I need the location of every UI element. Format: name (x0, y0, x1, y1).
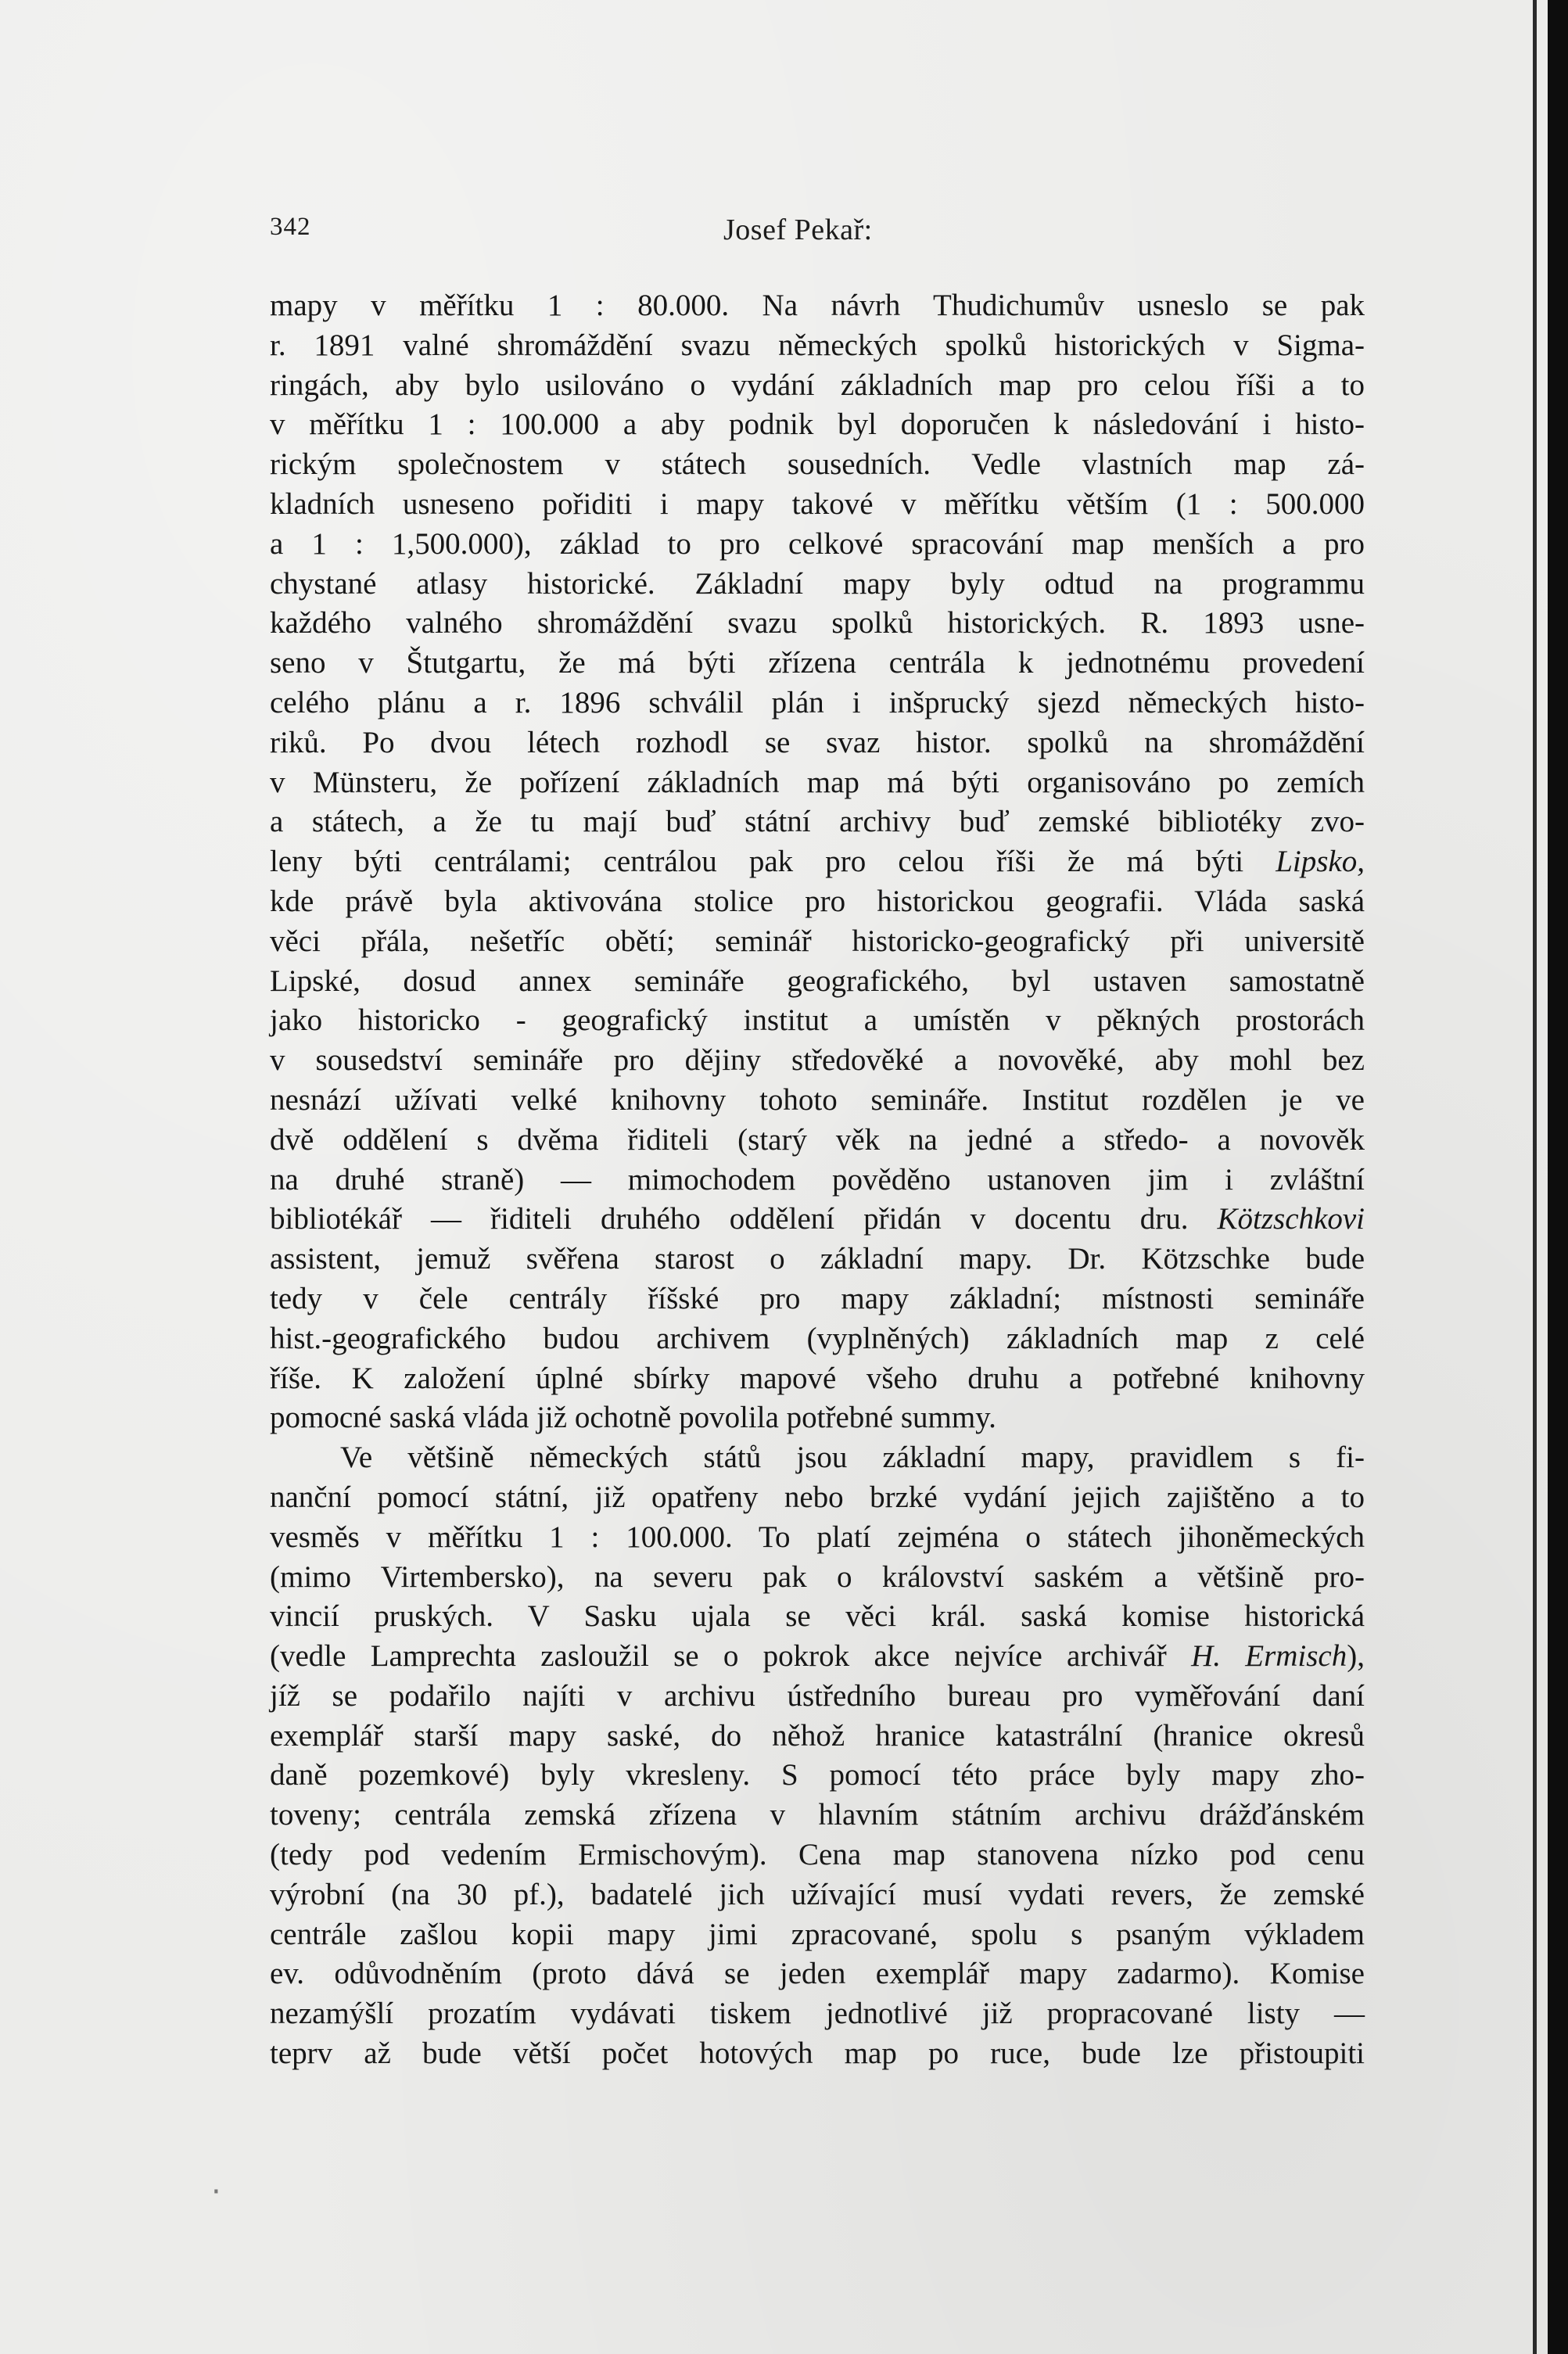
text-line: v sousedství semináře pro dějiny středověké a novověké, aby mohl bez (270, 1043, 1365, 1078)
text-line: (mimo Virtembersko), na severu pak o království saském a většině pro- (270, 1559, 1365, 1594)
text-line: jíž se podařilo najíti v archivu ústředního bureau pro vyměřování daní (270, 1678, 1365, 1713)
text-line (270, 842, 1365, 882)
text-line: ev. odůvodněním (proto dává se jeden exemplář mapy zadarmo). Komise (270, 1957, 1365, 1991)
text-line: nanční pomocí státní, již opatřeny nebo brzké vydání jejich zajištěno a to (270, 1480, 1365, 1514)
scan-specks: · (211, 2174, 221, 2210)
text-line: teprv až bude větší počet hotových map po ruce, bude lze přistoupiti (270, 2036, 1365, 2071)
text-line: chystané atlasy historické. Základní mapy byly odtud na programmu (270, 566, 1365, 601)
text-line: ringách, aby bylo usilováno o vydání základních map pro celou říši a to (270, 368, 1365, 402)
text-run: bibliotékář — řiditeli druhého oddělení přidán v docentu dru. (270, 1202, 1218, 1236)
italic-person-name: H. Ermisch (1191, 1639, 1347, 1674)
text-line: riků. Po dvou létech rozhodl se svaz histor. spolků na shromáždění (270, 725, 1365, 759)
page-number: 342 (270, 213, 311, 241)
text-line: věci přála, nešetříc obětí; seminář historicko-geografický při universitě (270, 924, 1365, 958)
text-line: r. 1891 valné shromáždění svazu německých spolků historických v Sigma- (270, 328, 1365, 362)
text-line: centrále zašlou kopii mapy jimi zpracované, spolu s psaným výkladem (270, 1917, 1365, 1951)
text-line: nezamýšlí prozatím vydávati tiskem jednotlivé již propracované listy — (270, 1997, 1365, 2031)
text-line: toveny; centrála zemská zřízena v hlavním státním archivu drážďánském (270, 1798, 1365, 1832)
italic-person-name: Kötzschkovi (1217, 1202, 1365, 1236)
text-line: celého plánu a r. 1896 schválil plán i inšprucký sjezd německých histo- (270, 685, 1365, 719)
text-line: říše. K založení úplné sbírky mapové všeho druhu a potřebné knihovny (270, 1361, 1365, 1395)
text-run: ), (1347, 1639, 1365, 1674)
text-line: nesnází užívati velké knihovny tohoto semináře. Institut rozdělen je ve (270, 1082, 1365, 1117)
text-line: kde právě byla aktivována stolice pro historickou geografii. Vláda saská (270, 884, 1365, 918)
text-line: Lipské, dosud annex semináře geografického, byl ustaven samostatně (270, 963, 1365, 998)
text-line: vincií pruských. V Sasku ujala se věci král. saská komise historická (270, 1599, 1365, 1634)
page-header (270, 213, 1365, 260)
text-line: mapy v měřítku 1 : 80.000. Na návrh Thudichumův usneslo se pak (270, 289, 1365, 322)
text-line: pomocné saská vláda již ochotně povolila potřebné summy. (270, 1401, 996, 1435)
text-line: vesměs v měřítku 1 : 100.000. To platí zejména o státech jihoněmeckých (270, 1520, 1365, 1554)
text-line: seno v Štutgartu, že má býti zřízena centrála k jednotnému provedení (270, 646, 1365, 680)
text-line: rickým společnostem v státech sousedních. Vedle vlastních map zá- (270, 447, 1365, 482)
text-line: výrobní (na 30 pf.), badatelé jich užívající musí vydati revers, že zemské (270, 1877, 1365, 1911)
scan-edge-line (1533, 0, 1537, 2354)
text-line: kladních usneseno pořiditi i mapy takové v měřítku větším (1 : 500.000 (270, 486, 1365, 521)
text-line: a státech, a že tu mají buď státní archivy buď zemské bibliotéky zvo- (270, 805, 1365, 839)
text-run: (vedle Lamprechta zasloužil se o pokrok akce nejvíce archivář (270, 1639, 1192, 1674)
text-line (270, 1637, 1365, 1677)
scan-edge-shadow (1548, 0, 1568, 2354)
text-line (270, 1200, 1365, 1240)
text-line: exemplář starší mapy saské, do něhož hranice katastrální (hranice okresů (270, 1718, 1365, 1753)
text-line: (tedy pod vedením Ermischovým). Cena map stanovena nízko pod cenu (270, 1838, 1365, 1872)
running-head: Josef Pekař: (723, 214, 873, 246)
text-line: v měřítku 1 : 100.000 a aby podnik byl doporučen k následování i histo- (270, 407, 1365, 442)
text-line: na druhé straně) — mimochodem pověděno ustanoven jim i zvláštní (270, 1162, 1365, 1197)
text-line: daně pozemkové) byly vkresleny. S pomocí této práce byly mapy zho- (270, 1758, 1365, 1792)
text-line: assistent, jemuž svěřena starost o základní mapy. Dr. Kötzschke bude (270, 1242, 1365, 1276)
text-line: dvě oddělení s dvěma řiditeli (starý věk na jedné a středo- a novověk (270, 1122, 1365, 1157)
text-line: a 1 : 1,500.000), základ to pro celkové spracování map menších a pro (270, 526, 1365, 561)
text-run: leny býti centrálami; centrálou pak pro celou říši že má býti (270, 845, 1276, 879)
italic-place-name: Lipsko, (1276, 845, 1365, 879)
body-text (270, 286, 1365, 2074)
text-line: každého valného shromáždění svazu spolků historických. R. 1893 usne- (270, 606, 1365, 641)
text-line: Ve většině německých států jsou základní mapy, pravidlem s fi- (340, 1441, 1365, 1475)
text-line: tedy v čele centrály říšské pro mapy základní; místnosti semináře (270, 1281, 1365, 1315)
text-line: v Münsteru, že pořízení základních map má býti organisováno po zemích (270, 765, 1365, 799)
text-line: hist.-geografického budou archivem (vyplněných) základních map z celé (270, 1321, 1365, 1355)
text-line: jako historicko - geografický institut a umístěn v pěkných prostorách (270, 1003, 1365, 1038)
